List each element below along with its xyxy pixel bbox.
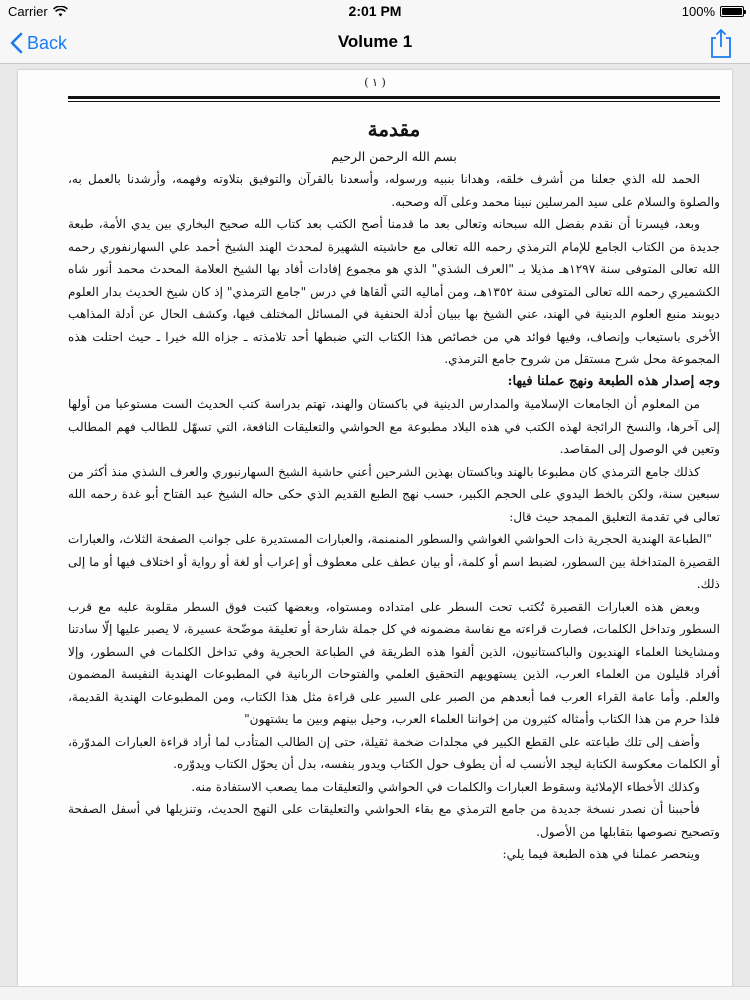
carrier-label: Carrier: [8, 4, 48, 19]
paragraph: الحمد لله الذي جعلنا من أشرف خلقه، وهدانا بنبيه ورسوله، وأسعدنا بالقرآن والتوفيق بتلاوته وفهمه، وأرشدنا بالعمل به، والصلوة والسلام على سيد المرسلين نبينا محمد وعلى آله وصحبه.: [68, 172, 720, 209]
section-heading: وجه إصدار هذه الطبعة ونهج عملنا فيها:: [507, 373, 720, 389]
share-icon: [708, 27, 734, 59]
header-rule: [68, 96, 720, 99]
status-right: [682, 4, 744, 19]
nav-title: Volume 1: [337, 32, 413, 51]
page-number: ( ١ ): [364, 76, 386, 89]
next-page-edge: [0, 986, 750, 1000]
status-bar: [0, 0, 750, 22]
page-body: [68, 114, 720, 866]
paragraph: وأضف إلى تلك طباعته على القطع الكبير في مجلدات ضخمة ثقيلة، حتى إن الطالب المتأدب لما أراد قراءة العبارات المدوّرة، أو الكلمات معكوسة الكتابة ليجد الأنسب له أن يطوف حول الكتاب ويدور بنفسه، بدل أن يحوّل الكتاب ويدوّره.: [68, 734, 720, 771]
back-label: Back: [27, 32, 68, 53]
basmala: بسم الله الرحمن الرحيم: [331, 149, 457, 164]
document-page: [18, 70, 732, 986]
back-button[interactable]: [10, 29, 67, 57]
paragraph: وكذلك الأخطاء الإملائية وسقوط العبارات والكلمات في الحواشي والتعليقات مما يصعب الاستفادة منه.: [191, 779, 700, 794]
header-rule-thin: [68, 101, 720, 102]
document-viewer[interactable]: [0, 64, 750, 1000]
paragraph: وبعد، فيسرنا أن نقدم بفضل الله سبحانه وتعالى بعد ما قدمنا أصح الكتب بعد كتاب الله صحيح البخاري بين يدي الأمة، طبعة جديدة من الكتاب الجامع للإمام الترمذي رحمه الله تعالى مع حاشيته الشهيرة لمحدث الهند الشيخ أحمد علي السهارنفوري رحمه الله تعالى المتوفى سنة ١٢٩٧هـ مذيلا بـ "العرف الشذي" الذي هو مجموع إفادات أفاد بها الشيخ العلامة المحدث محمد أنور شاه الكشميري رحمه الله تعالى المتوفى سنة ١٣٥٢هـ، ومن أماليه التي ألقاها في درس "جامع الترمذي" إذ كان شيخ الحديث بدار العلوم ديوبند منبع العلوم الدينية في الهند، عني الشيخ بها ببيان أدلة الحنفية في المسائل المختلف فيها، وكشف الحال عن أدلة المذاهب الأخرى باستيعاب وإنصاف، وفيها فوائد هي من خصائص هذا الكتاب التي ضبطها أحد تلامذته ـ جزاه الله خيرا ـ حيث احتلت هذه المجموعة محل شرح مستقل من شروح جامع الترمذي.: [68, 217, 720, 366]
paragraph: كذلك جامع الترمذي كان مطبوعا بالهند وباكستان بهذين الشرحين أعني حاشية الشيخ السهارنبوري والعرف الشذي منذ أكثر من سبعين سنة، ولكن بالخط اليدوي على الحجم الكبير، حسب نهج الطبع القديم الذي حكى حاله الشيخ عبد الفتاح أبو غدة رحمه الله تعالى في تقدمة التعليق الممجد حيث قال:: [68, 464, 720, 524]
status-time: 2:01 PM: [348, 3, 402, 19]
paragraph: وبعض هذه العبارات القصيرة تُكتب تحت السطر على امتداده ومستواه، وبعضها كتبت فوق السطر مقلوبة عليه مع قرب السطور وتداخل الكلمات، فصارت قراءته مع نفاسة مضمونه في كل جملة شارحة أو تعليقة موضّحة عسيرة، لا يصبر عليها إلّا سادتنا ومشايخنا العلماء الهنديون والباكستانيون، الذين ألفوا هذه الطريقة في الطباعة الحجرية وفي تداخل الكلمات في السطور، وإلا أفراد قليلون من العلماء العرب، الذين يستهويهم التحقيق العلمي والفتوحات الربانية في المطبوعات الهندية النفيسة المضمون والعلم. وأما عامة القراء العرب فما أبعدهم من الصبر على السير على قراءة مثل هذا الكتاب، ومن المطبوعات الهندية القديمة، فلذا حرم من هذا الكتاب وأمثاله كثيرون من إخواننا العلماء العرب، وحيل بينهم وبين ما يشتهون": [68, 599, 720, 726]
battery-percent: 100%: [681, 4, 715, 19]
share-button[interactable]: [708, 27, 734, 59]
chevron-left-icon: [10, 32, 23, 54]
battery-icon: [720, 6, 744, 17]
paragraph: وينحصر عملنا في هذه الطبعة فيما يلي:: [502, 847, 700, 861]
paragraph: فأحببنا أن نصدر نسخة جديدة من جامع الترمذي مع بقاء الحواشي والتعليقات على النهج الحديث، وتنزيلها في أسفل الصفحة وتصحيح نصوصها بتقابلها من الأصول.: [68, 802, 720, 839]
paragraph: من المعلوم أن الجامعات الإسلامية والمدارس الدينية في باكستان والهند، تهتم بدراسة كتب الحديث الست مستوعبا من أولها إلى آخرها، والنسخ الرائجة لهذه الكتب في هذه البلاد مطبوعة مع الحواشي والتعليقات النافعة، التي تسهّل للطالب فهم المطالب وتعين في الوصول إلى المقاصد.: [68, 397, 720, 456]
battery-fill: [722, 8, 742, 15]
navigation-bar: [0, 22, 750, 64]
quote-paragraph: "الطباعة الهندية الحجرية ذات الحواشي الغواشي والسطور المنمنمة، والعبارات المستديرة على جوانب الصفحة الثلاث، والعبارات القصيرة المتداخلة بين السطور، لضبط اسم أو كلمة، أو بيان عطف على معطوف أو إعراب أو لغة أو رواية أو اختلاف فيها أو ما إلى ذلك.: [68, 532, 720, 591]
page-title: مقدمة: [367, 117, 421, 141]
